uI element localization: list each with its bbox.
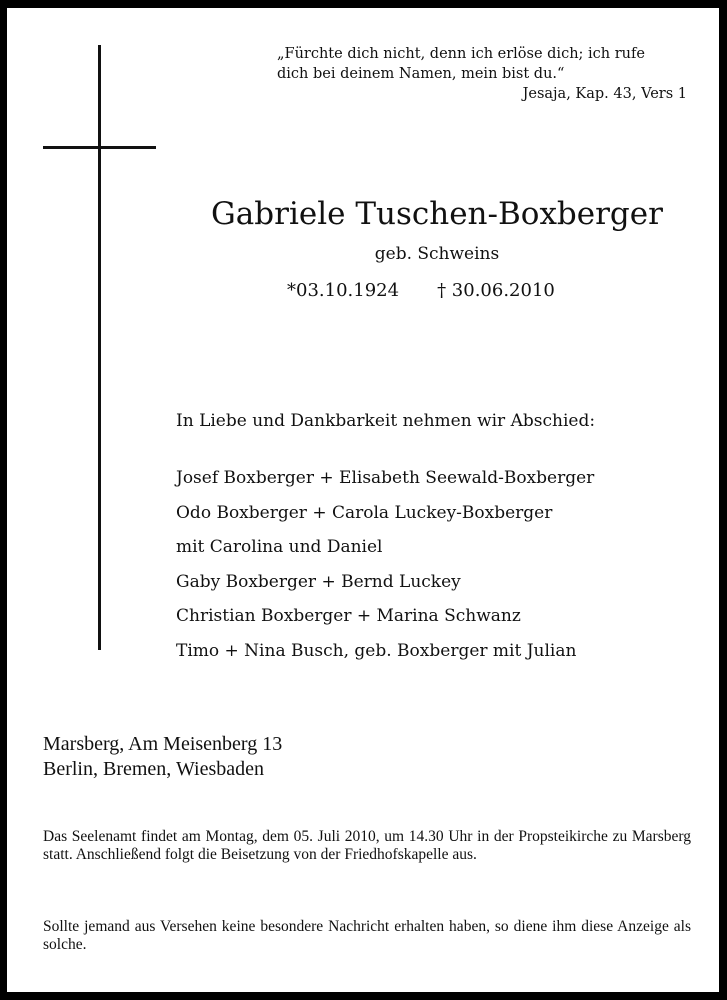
bible-quote [277,44,687,104]
cross-icon-horizontal-bar [43,146,156,149]
farewell-intro: In Liebe und Dankbarkeit nehmen wir Abschied: [176,411,596,431]
mourner-line: Odo Boxberger + Carola Luckey-Boxberger [176,502,553,523]
service-notice: Das Seelenamt findet am Montag, dem 05. Juli 2010, um 14.30 Uhr in der Propsteikirche zu Marsberg statt. Anschließend folgt die Beisetzung von der Friedhofskapelle aus. [43,828,691,863]
deceased-name: Gabriele Tuschen-Boxberger [211,196,663,232]
address-line-2: Berlin, Bremen, Wiesbaden [43,758,264,780]
birth-name: geb. Schweins [374,244,500,264]
mourner-line: Josef Boxberger + Elisabeth Seewald-Boxberger [176,468,595,488]
mourner-line: Gaby Boxberger + Bernd Luckey [176,571,461,592]
death-date: † 30.06.2010 [437,280,555,301]
closing-notice: Sollte jemand aus Versehen keine besondere Nachricht erhalten haben, so diene ihm diese Anzeige als solche. [43,918,691,953]
life-dates [287,280,555,301]
address-line-1: Marsberg, Am Meisenberg 13 [43,733,283,755]
mourner-line: mit Carolina und Daniel [176,537,383,557]
quote-line-1: „Fürchte dich nicht, denn ich erlöse dich; ich rufe [277,46,645,62]
quote-line-2: dich bei deinem Namen, mein bist du.“ [277,66,565,82]
mourners-list [176,461,594,668]
mourner-line: Timo + Nina Busch, geb. Boxberger mit Julian [176,640,577,661]
birth-date: *03.10.1924 [287,280,400,301]
quote-reference: Jesaja, Kap. 43, Vers 1 [522,86,687,102]
mourner-line: Christian Boxberger + Marina Schwanz [176,606,521,626]
cross-icon-vertical-bar [98,45,101,650]
obituary-notice [7,8,719,992]
address-block [43,732,282,782]
